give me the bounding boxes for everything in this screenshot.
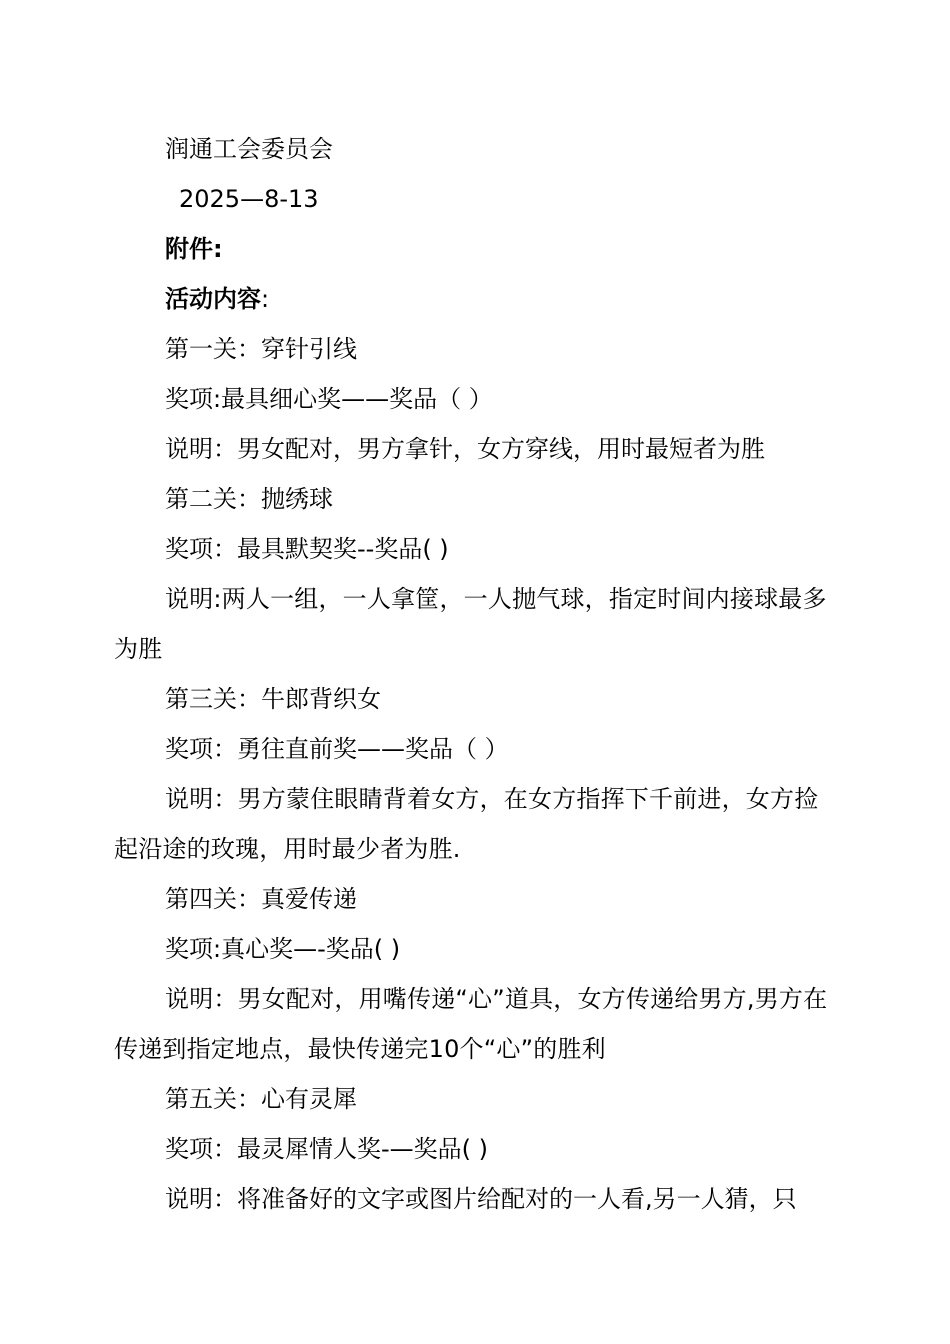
level-1-description: 说明：男女配对，男方拿针，女方穿线，用时最短者为胜 [165,435,765,463]
level-4-award: 奖项:真心奖—-奖品( ) [165,935,401,963]
level-2-award: 奖项：最具默契奖--奖品( ) [165,535,449,563]
activity-content-colon: : [261,285,270,313]
level-3-award: 奖项：勇往直前奖——奖品（ ） [165,735,509,763]
document-body [114,124,838,1224]
activity-content-heading [114,274,838,324]
organization-name: 润通工会委员会 [165,135,333,163]
level-5-title: 第五关：心有灵犀 [165,1085,357,1113]
level-4-description: 说明：男女配对，用嘴传递“心”道具，女方传递给男方,男方在传递到指定地点，最快传递完10个“心”的胜利 [114,985,828,1063]
activity-content-label: 活动内容 [165,285,261,313]
level-2-description: 说明:两人一组，一人拿筐，一人抛气球，指定时间内接球最多为胜 [114,585,827,663]
level-2-title: 第二关：抛绣球 [165,485,333,513]
level-5-award: 奖项：最灵犀情人奖-—奖品( ) [165,1135,489,1163]
level-1-title: 第一关：穿针引线 [165,335,357,363]
level-5-description: 说明：将准备好的文字或图片给配对的一人看,另一人猜，只 [165,1185,797,1213]
level-3-description: 说明：男方蒙住眼睛背着女方，在女方指挥下千前进，女方捡起沿途的玫瑰，用时最少者为胜. [114,785,819,863]
level-3-title: 第三关：牛郎背织女 [165,685,381,713]
level-1-award: 奖项:最具细心奖——奖品（ ） [165,385,493,413]
document-date: 2025—8-13 [179,185,319,213]
attachment-heading: 附件: [165,235,223,263]
level-4-title: 第四关：真爱传递 [165,885,357,913]
